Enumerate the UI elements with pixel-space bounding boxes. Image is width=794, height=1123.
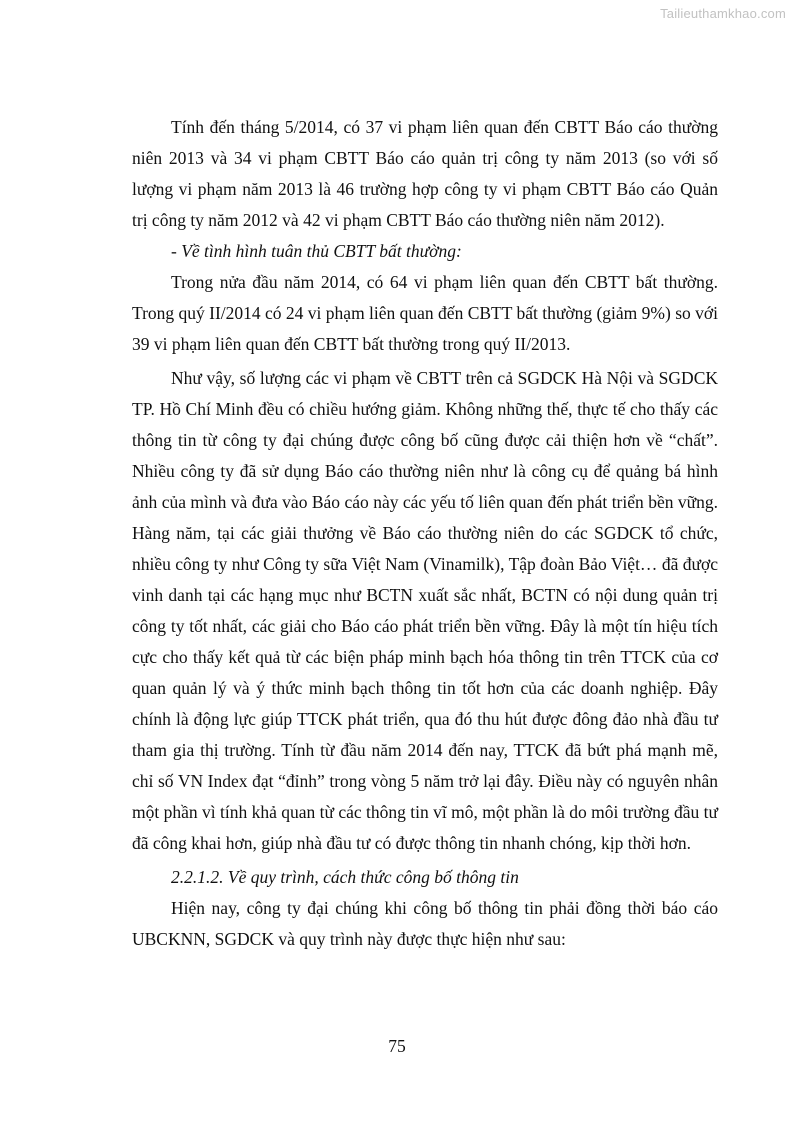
document-body [132,112,718,955]
section-heading-2-2-1-2: 2.2.1.2. Về quy trình, cách thức công bố thông tin [171,867,519,887]
page-number: 75 [388,1036,406,1056]
watermark: Tailieuthamkhao.com [660,6,786,21]
subheading-unusual-disclosure: - Về tình hình tuân thủ CBTT bất thường: [171,241,462,261]
paragraph-summary: Như vậy, số lượng các vi phạm về CBTT trên cả SGDCK Hà Nội và SGDCK TP. Hồ Chí Minh đều có chiều hướng giảm. Không những thế, thực tế cho thấy các thông tin từ công ty đại chúng được công bố cũng được cải thiện hơn về “chất”. Nhiều công ty đã sử dụng Báo cáo thường niên như là công cụ để quảng bá hình ảnh của mình và đưa vào Báo cáo này các yếu tố liên quan đến phát triển bền vững. Hàng năm, tại các giải thưởng về Báo cáo thường niên do các SGDCK tổ chức, nhiều công ty như Công ty sữa Việt Nam (Vinamilk), Tập đoàn Bảo Việt… đã được vinh danh tại các hạng mục như BCTN xuất sắc nhất, BCTN có nội dung quản trị công ty tốt nhất, các giải cho Báo cáo phát triển bền vững. Đây là một tín hiệu tích cực cho thấy kết quả từ các biện pháp minh bạch hóa thông tin trên TTCK của cơ quan quản lý và ý thức minh bạch thông tin tốt hơn của các doanh nghiệp. Đây chính là động lực giúp TTCK phát triển, qua đó thu hút được đông đảo nhà đầu tư tham gia thị trường. Tính từ đầu năm 2014 đến nay, TTCK đã bứt phá mạnh mẽ, chỉ số VN Index đạt “đỉnh” trong vòng 5 năm trở lại đây. Điều này có nguyên nhân một phần vì tính khả quan từ các thông tin vĩ mô, một phần là do môi trường đầu tư đã công khai hơn, giúp nhà đầu tư có được thông tin nhanh chóng, kịp thời hơn. [132,368,718,853]
paragraph-cbtt-annual-report: Tính đến tháng 5/2014, có 37 vi phạm liên quan đến CBTT Báo cáo thường niên 2013 và 34 vi phạm CBTT Báo cáo quản trị công ty năm 2013 (so với số lượng vi phạm năm 2013 là 46 trường hợp công ty vi phạm CBTT Báo cáo Quản trị công ty năm 2012 và 42 vi phạm CBTT Báo cáo thường niên năm 2012). [132,117,718,230]
paragraph-unusual-disclosure-violations: Trong nửa đầu năm 2014, có 64 vi phạm liên quan đến CBTT bất thường. Trong quý II/2014 có 24 vi phạm liên quan đến CBTT bất thường (giảm 9%) so với 39 vi phạm liên quan đến CBTT bất thường trong quý II/2013. [132,272,718,354]
paragraph-disclosure-process: Hiện nay, công ty đại chúng khi công bố thông tin phải đồng thời báo cáo UBCKNN, SGDCK và quy trình này được thực hiện như sau: [132,898,718,949]
